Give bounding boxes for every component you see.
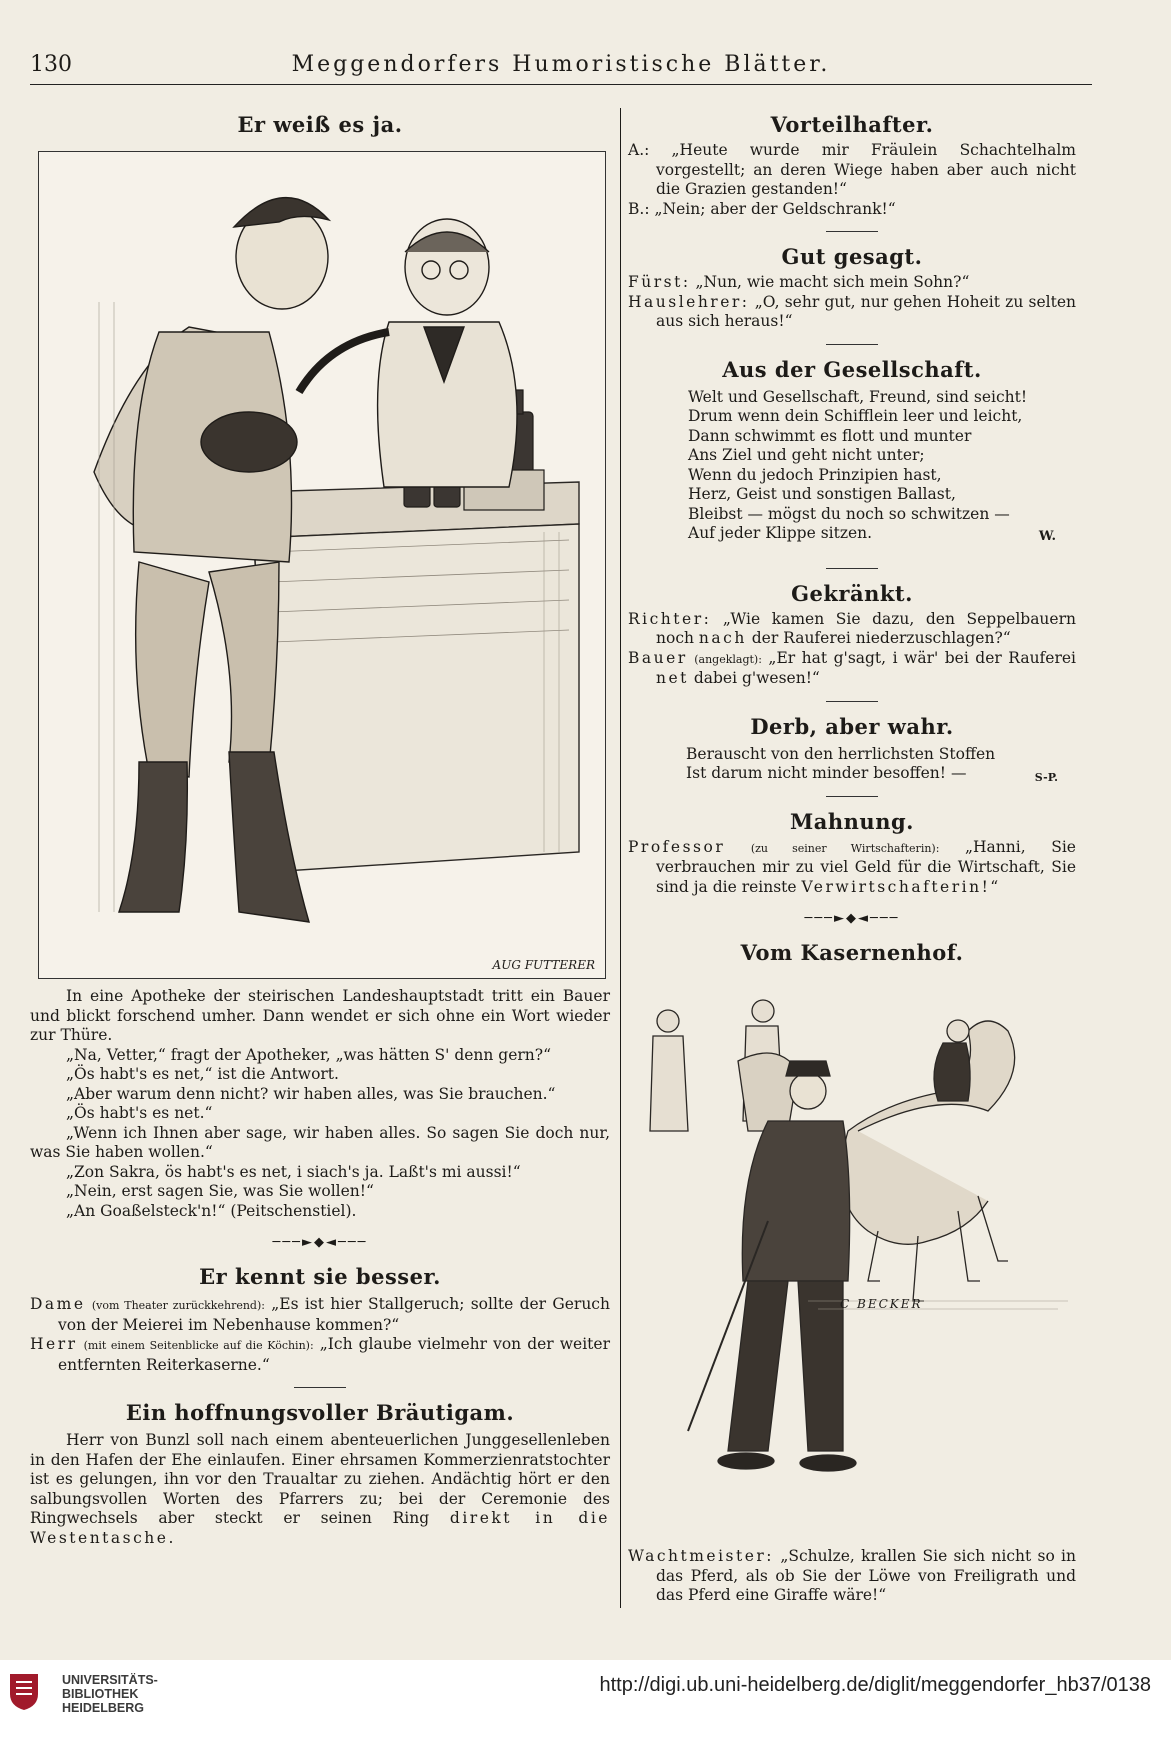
poem-line: Ans Ziel und geht nicht unter; — [688, 446, 925, 464]
dialogue-line — [628, 141, 1076, 200]
dialogue-line — [628, 838, 1076, 898]
page-number: 130 — [30, 52, 72, 77]
institution-name: UNIVERSITÄTS- BIBLIOTHEK HEIDELBERG — [62, 1673, 158, 1715]
poem-line: Dann schwimmt es flott und munter — [688, 426, 972, 445]
dialogue-line — [628, 610, 1076, 649]
ornamental-divider: ───►◆◄─── — [272, 1235, 368, 1250]
university-logo-icon — [8, 1672, 40, 1712]
poem-line: Auf jeder Klippe sitzen. — [688, 524, 873, 542]
speech: „Nein; aber der Geldschrank!“ — [654, 199, 896, 218]
speech: der Rauferei niederzuschlagen?“ — [751, 629, 1011, 647]
story-body — [30, 987, 610, 1221]
speaker: Wachtmeister: — [628, 1547, 775, 1565]
paragraph: „Ös habt's es net,“ ist die Antwort. — [66, 1065, 339, 1083]
illustration-signature: C BECKER — [840, 1297, 923, 1311]
speaker: Dame — [30, 1295, 86, 1313]
speech: „Hanni, Sie verbrauchen mir zu viel Geld für die Wirtschaft, Sie sind ja die reinste — [656, 837, 1076, 896]
author-initial: W. — [1038, 528, 1056, 544]
speech: „Er hat g'sagt, i wär' bei der Rauferei — [768, 648, 1077, 667]
stage-direction: (angeklagt): — [694, 652, 762, 666]
poem-line: Bleibst — mögst du noch so schwitzen — — [688, 504, 1010, 523]
paragraph: „Wenn ich Ihnen aber sage, wir haben alles. So sagen Sie doch nur, was Sie haben wollen.“ — [30, 1123, 610, 1161]
poem-line: Welt und Gesellschaft, Freund, sind seicht! — [688, 387, 1028, 406]
poem-line: Drum wenn dein Schifflein leer und leicht, — [688, 407, 1023, 425]
divider — [826, 701, 878, 702]
speaker: Bauer — [628, 648, 688, 667]
paragraph: „An Goaßelsteck'n!“ (Peitschenstiel). — [66, 1201, 357, 1220]
story-title: Vom Kasernenhof. — [740, 940, 964, 965]
speech: „O, sehr gut, nur gehen Hoheit zu selten aus sich heraus!“ — [656, 292, 1076, 330]
divider — [294, 1387, 346, 1388]
story-title: Mahnung. — [790, 808, 914, 834]
paragraph: „Nein, erst sagen Sie, was Sie wollen!“ — [66, 1182, 374, 1200]
speaker: Hauslehrer: — [628, 292, 750, 311]
speech: dabei g'wesen!“ — [693, 669, 820, 687]
epigram — [686, 745, 1076, 784]
pharmacy-illustration — [38, 151, 606, 979]
speaker: A.: — [628, 141, 650, 159]
divider — [826, 796, 878, 797]
publication-title: Meggendorfers Humoristische Blätter. — [291, 52, 831, 77]
dialogue-line — [30, 1335, 610, 1375]
story-title: Ein hoffnungsvoller Bräutigam. — [125, 1400, 515, 1425]
ornamental-divider: ───►◆◄─── — [804, 911, 900, 926]
speaker: Richter: — [628, 609, 712, 628]
story-title: Gut gesagt. — [781, 244, 923, 269]
source-url-link[interactable]: http://digi.ub.uni-heidelberg.de/diglit/meggendorfer_hb37/0138 — [599, 1674, 1151, 1696]
emphasis: nach — [698, 629, 747, 647]
poem-line: Herz, Geist und sonstigen Ballast, — [688, 485, 956, 503]
speech: „Nun, wie macht sich mein Sohn?“ — [695, 273, 970, 291]
left-column — [30, 112, 610, 1548]
dialogue — [30, 1295, 610, 1375]
author-initial: S-P. — [1034, 770, 1058, 784]
poem-line: Wenn du jedoch Prinzipien hast, — [688, 465, 942, 484]
stage-direction: (mit einem Seitenblicke auf die Köchin): — [83, 1339, 314, 1352]
epigram-line: Berauscht von den herrlichsten Stoffen — [686, 744, 996, 763]
paragraph: „Zon Sakra, ös habt's es net, i siach's ja. Laßt's mi aussi!“ — [66, 1162, 521, 1181]
column-rule — [620, 108, 621, 1608]
divider — [826, 231, 878, 232]
dialogue-line — [628, 293, 1076, 332]
paragraph: „Ös habt's es net.“ — [66, 1104, 213, 1122]
page-header — [30, 52, 1092, 85]
story-title: Gekränkt. — [791, 580, 913, 606]
pharmacy-engraving — [39, 152, 605, 978]
paragraph: Herr von Bunzl soll nach einem abenteuerlichen Junggesellenleben in den Hafen der Ehe einlaufen. Einer ehrsamen Kommerzienratstochter ist es gelungen, ihn vor den Traualtar zu ziehen. Andächtig hört er den salbungsvollen Worten des Pfarrers zu; bei der Ceremonie des Ringwechsels aber steckt er seinen Ring direkt in die Westentasche. — [30, 1431, 610, 1547]
speaker: Professor — [628, 837, 726, 856]
divider — [826, 568, 878, 569]
speech: „Heute wurde mir Fräulein Schachtelhalm vorgestellt; an deren Wiege haben aber auch nicht die Grazien gestanden!“ — [656, 141, 1076, 198]
story-title: Vorteilhafter. — [770, 112, 934, 137]
story-title: Aus der Gesellschaft. — [722, 356, 982, 382]
emphasis: net — [656, 669, 689, 687]
paragraph: „Na, Vetter,“ fragt der Apotheker, „was hätten S' denn gern?“ — [66, 1045, 552, 1064]
poem — [688, 388, 1076, 544]
dialogue-line — [628, 200, 1076, 220]
story-title: Er kennt sie besser. — [199, 1264, 441, 1289]
stage-direction: (zu seiner Wirtschafterin): — [750, 841, 940, 855]
speaker: Herr — [30, 1335, 78, 1353]
emphasis: Verwirtschafterin!“ — [801, 877, 1001, 896]
story-title: Derb, aber wahr. — [750, 713, 954, 739]
illustration-signature: AUG FUTTERER — [492, 958, 595, 972]
barracks-illustration — [628, 981, 1076, 1541]
speech: „Schulze, krallen Sie sich nicht so in das Pferd, als ob Sie der Löwe von Freiligrath und das Pferd eine Giraffe wäre!“ — [656, 1547, 1076, 1604]
speaker: Fürst: — [628, 273, 691, 291]
stage-direction: (vom Theater zurückkehrend): — [91, 1299, 265, 1312]
paragraph: In eine Apotheke der steirischen Landeshauptstadt tritt ein Bauer und blickt forschend umher. Dann wendet er sich ohne ein Wort wieder zur Thüre. — [30, 987, 610, 1044]
speaker: B.: — [628, 199, 650, 218]
speech: „Wie kamen Sie dazu, den Seppelbauern noch — [656, 609, 1076, 647]
speech: „Ich glaube vielmehr von der weiter entfernten Reiterkaserne.“ — [58, 1335, 610, 1374]
story-title: Er weiß es ja. — [237, 112, 403, 137]
dialogue-line — [628, 649, 1076, 689]
dialogue-line — [628, 1547, 1076, 1606]
right-column — [628, 112, 1076, 1606]
divider — [826, 344, 878, 345]
dialogue-line — [30, 1295, 610, 1335]
barracks-drawing — [628, 981, 1076, 1541]
speech: „Es ist hier Stallgeruch; sollte der Geruch von der Meierei im Nebenhause kommen?“ — [58, 1295, 610, 1334]
epigram-line: Ist darum nicht minder besoffen! — — [686, 764, 967, 782]
emphasis: direkt in die Westentasche. — [30, 1509, 610, 1547]
paragraph: „Aber warum denn nicht? wir haben alles, was Sie brauchen.“ — [66, 1084, 556, 1103]
dialogue-line — [628, 273, 1076, 293]
